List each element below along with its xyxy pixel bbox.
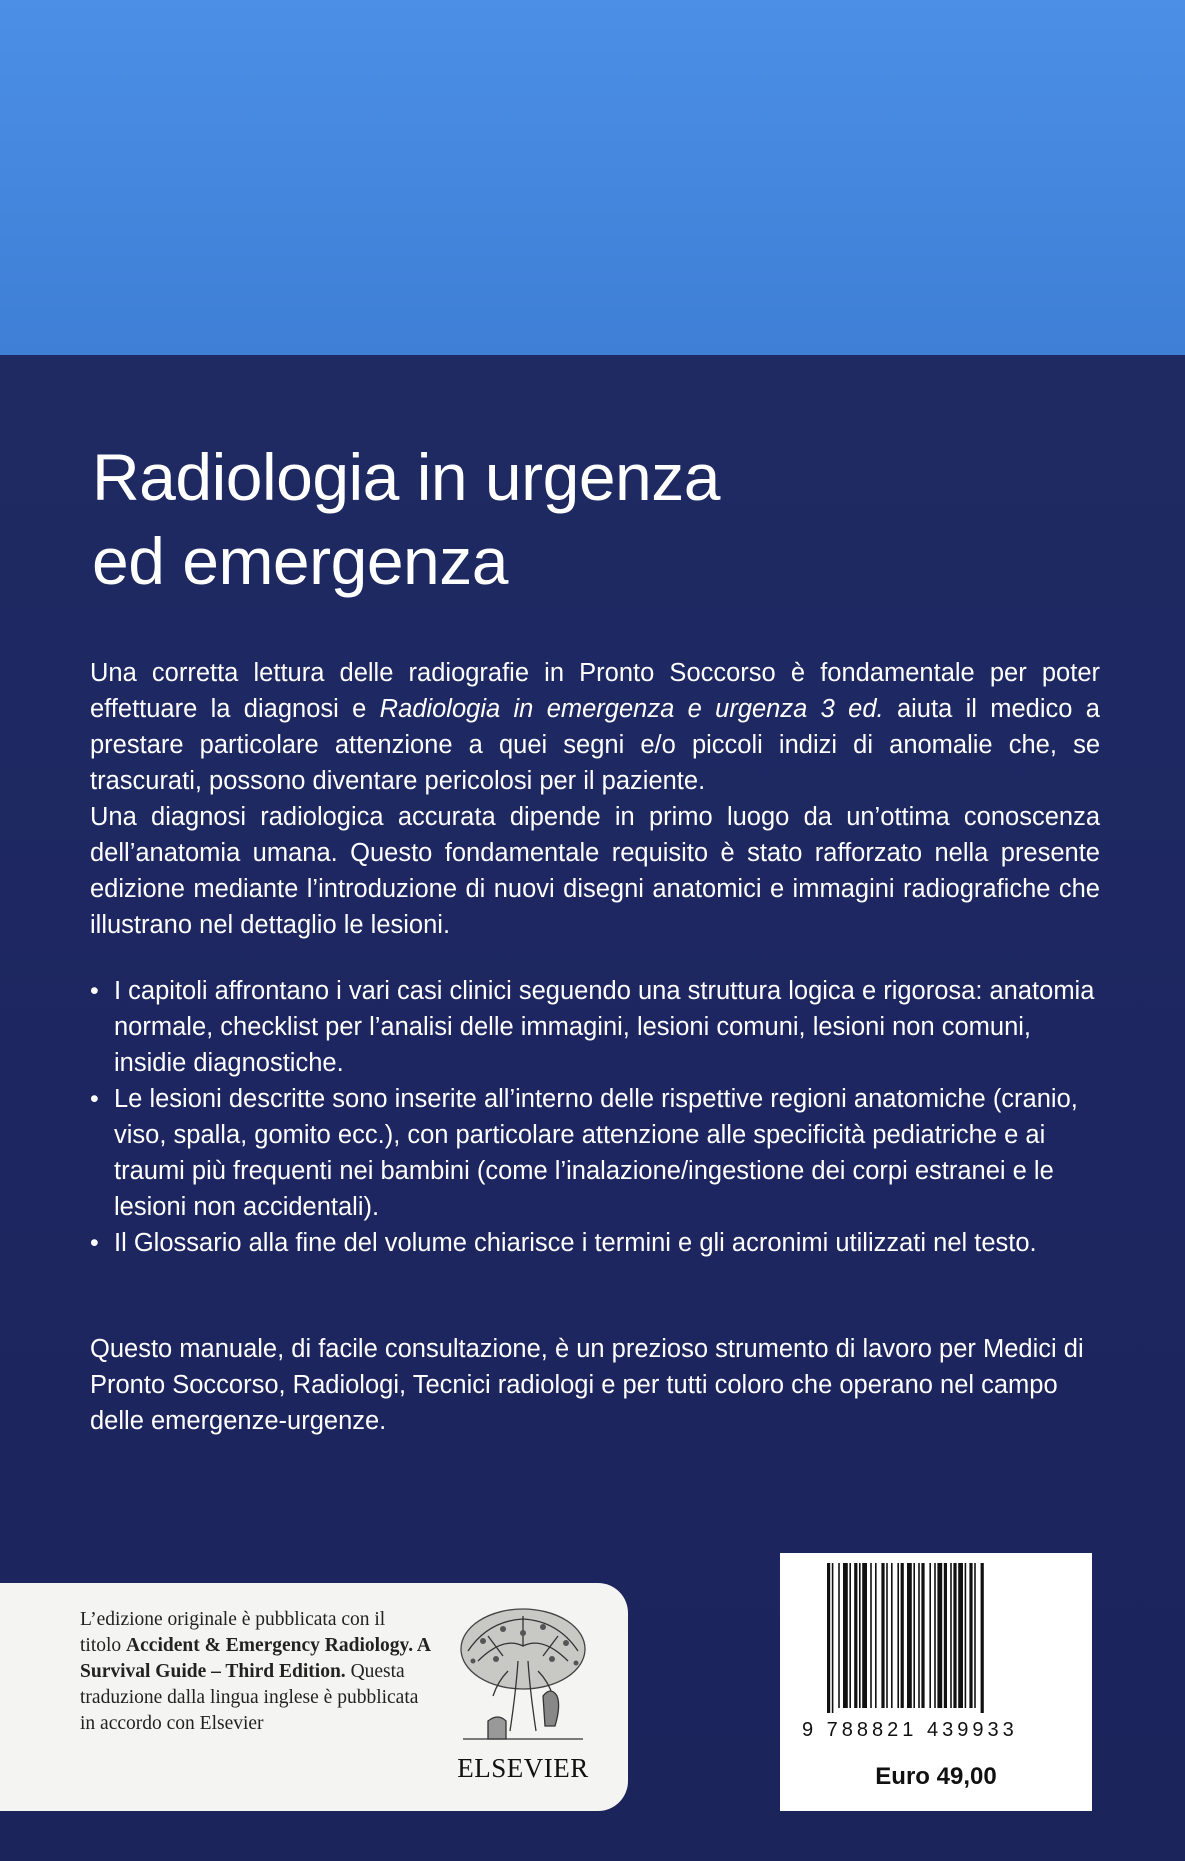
- list-item: [90, 1081, 1100, 1225]
- closing-text: [90, 1331, 1100, 1439]
- list-item-text: Il Glossario alla fine del volume chiarisce i termini e gli acronimi utilizzati nel testo.: [114, 1229, 1037, 1257]
- bullet-icon: •: [90, 1085, 99, 1113]
- intro-text: [90, 655, 1100, 943]
- edition-info-end: Questa traduzione dalla lingua inglese è pubblicata in accordo con Elsevier: [80, 1661, 419, 1734]
- intro-p1-book-title: Radiologia in emergenza e urgenza 3 ed.: [379, 695, 884, 723]
- original-title: Accident & Emergency Radiology. A Survival Guide – Third Edition.: [80, 1635, 430, 1682]
- bullet-icon: •: [90, 977, 99, 1005]
- price-label: Euro 49,00: [875, 1763, 997, 1790]
- list-item-text: Le lesioni descritte sono inserite all’interno delle rispettive regioni anatomiche (cranio, viso, spalla, gomito ecc.), con particolare attenzione alle specificità pediatriche e ai traumi più frequenti nei bambini (come l’inalazione/ingestione dei corpi estranei e le lesioni non accidentali).: [114, 1085, 1078, 1221]
- list-item: [90, 1225, 1100, 1261]
- barcode-icon: [825, 1563, 1047, 1713]
- closing-paragraph: Questo manuale, di facile consultazione, è un prezioso strumento di lavoro per Medici di Pronto Soccorso, Radiologi, Tecnici radiologi e per tutti coloro che operano nel campo delle emergenze-urgenze.: [90, 1335, 1084, 1435]
- isbn-digits: 9 788821 439933: [802, 1719, 1018, 1741]
- intro-p1-end: aiuta il medico a prestare particolare attenzione a quei segni e/o piccoli indizi di anomalie che, se trascurati, possono diventare pericolosi per il paziente.: [90, 695, 1100, 795]
- feature-list: [90, 973, 1100, 1261]
- book-title-line-1: Radiologia in urgenza: [92, 440, 720, 514]
- intro-paragraph-1: [90, 655, 1100, 799]
- top-color-band: [0, 0, 1185, 355]
- book-title: [92, 435, 1092, 603]
- edition-info-text: [80, 1607, 430, 1737]
- bullet-icon: •: [90, 1229, 99, 1257]
- list-item: [90, 973, 1100, 1081]
- book-title-line-2: ed emergenza: [92, 524, 508, 598]
- list-item-text: I capitoli affrontano i vari casi clinici seguendo una struttura logica e rigorosa: anatomia normale, checklist per l’analisi delle immagini, lesioni comuni, lesioni non comuni, insidie diagnostiche.: [114, 977, 1095, 1077]
- edition-info-box: [0, 1583, 628, 1811]
- elsevier-tree-icon: [448, 1601, 598, 1751]
- intro-p1-start: Una corretta lettura delle radiografie in Pronto Soccorso è fondamentale per poter effettuare la diagnosi e: [90, 659, 1100, 723]
- barcode-box: [780, 1553, 1092, 1811]
- edition-info-start: L’edizione originale è pubblicata con il titolo: [80, 1609, 386, 1656]
- publisher-name: ELSEVIER: [457, 1753, 589, 1783]
- intro-paragraph-2: Una diagnosi radiologica accurata dipende in primo luogo da un’ottima conoscenza dell’anatomia umana. Questo fondamentale requisito è stato rafforzato nella presente edizione mediante l’introduzione di nuovi disegni anatomici e immagini radiografiche che illustrano nel dettaglio le lesioni.: [90, 803, 1100, 939]
